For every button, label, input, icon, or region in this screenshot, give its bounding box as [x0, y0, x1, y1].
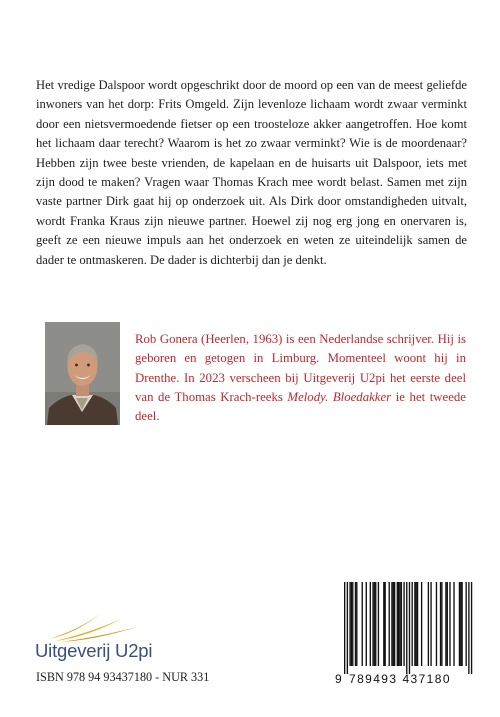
isbn-nur-line: ISBN 978 94 93437180 - NUR 331	[36, 670, 210, 684]
barcode-bar	[362, 582, 363, 666]
barcode-bar	[347, 582, 348, 674]
barcode-bar	[447, 582, 448, 666]
barcode-bar	[372, 582, 373, 666]
barcode-bar	[370, 582, 371, 666]
isbn-barcode	[335, 582, 473, 699]
barcode-bar	[403, 582, 404, 666]
barcode-bar	[378, 582, 379, 666]
barcode-bar	[416, 582, 417, 666]
barcode-bar	[466, 582, 467, 666]
barcode-bar	[352, 582, 353, 666]
barcode-bar	[383, 582, 384, 666]
author-bio-text: Rob Gonera (Heerlen, 1963) is een Nederlandse schrijver. Hij is geboren en getogen in Limburg. Momenteel woont hij in Drenthe. In 2023 verscheen bij Uitgeverij U2pi het eerste deel van de Thomas Krach-reeks	[135, 332, 466, 404]
barcode-group-2: 437180	[402, 672, 451, 686]
back-cover-blurb: Het vredige Dalspoor wordt opgeschrikt door de moord op een van de meest geliefde inwoners van het dorp: Frits Omgeld. Zijn levenloze lichaam wordt zwaar verminkt door een nietsvermoedende fietser op een troosteloze akker aangetroffen. Hoe komt het lichaam daar terecht? Waarom is het zo zwaar verminkt? Wie is de moordenaar? Hebben zijn twee beste vrienden, de kapelaan en de huisarts uit Dalspoor, iets met zijn dood te maken? Vragen waar Thomas Krach mee wordt belast. Samen met zijn vaste partner Dirk gaat hij op onderzoek uit. Als Dirk door omstandigheden uitvalt, wordt Franka Kraus zijn nieuwe partner. Hoewel zij nog erg jong en onervaren is, geeft ze een nieuwe impuls aan het onderzoek en weten ze uiteindelijk samen de dader te ontmaskeren. De dader is dichterbij dan je denkt.	[36, 78, 467, 267]
barcode-digits	[335, 672, 473, 686]
publisher-name: Uitgeverij U2pi	[35, 640, 153, 661]
title-separator: .	[325, 389, 333, 404]
book-title-melody: Melody	[287, 389, 326, 404]
barcode-bar	[453, 582, 454, 666]
author-bio	[135, 330, 466, 426]
barcode-bar	[441, 582, 442, 666]
barcode-bar	[440, 582, 441, 666]
barcode-bar	[397, 582, 398, 666]
feather-wings-logo-icon	[35, 603, 145, 643]
barcode-bar	[471, 582, 472, 674]
barcode-bar	[421, 582, 422, 666]
barcode-bar	[394, 582, 395, 666]
barcode-bar	[417, 582, 418, 666]
book-title-bloedakker: Bloedakker	[332, 389, 392, 404]
author-bio-tail: ie het tweede deel.	[135, 389, 466, 424]
barcode-bar	[412, 582, 413, 666]
publisher-block	[35, 603, 245, 683]
barcode-bar	[349, 582, 350, 666]
barcode-bar	[459, 582, 460, 666]
author-photo	[45, 322, 120, 425]
barcode-bar	[409, 582, 410, 674]
barcode-bar	[351, 582, 352, 666]
barcode-bar	[461, 582, 462, 666]
barcode-bar	[399, 582, 400, 666]
barcode-bar	[468, 582, 469, 674]
barcode-bar	[445, 582, 446, 666]
barcode-bar	[356, 582, 357, 666]
barcode-bar	[385, 582, 386, 666]
barcode-bar	[391, 582, 392, 666]
barcode-bar	[436, 582, 437, 666]
barcode-bar	[375, 582, 376, 666]
barcode-bar	[428, 582, 429, 666]
barcode-bar	[393, 582, 394, 666]
barcode-bar	[449, 582, 450, 666]
barcode-bar	[460, 582, 461, 666]
barcode-bar	[430, 582, 431, 666]
barcode-first-digit: 9	[335, 672, 342, 686]
barcode-bar	[406, 582, 407, 674]
barcode-bar	[374, 582, 375, 666]
barcode-bar	[344, 582, 345, 674]
barcode-group-1: 789493	[349, 672, 398, 686]
barcode-bar	[389, 582, 390, 666]
barcode-bar	[398, 582, 399, 666]
barcode-bar	[355, 582, 356, 666]
barcode-bar	[401, 582, 402, 666]
barcode-bar	[414, 582, 415, 666]
barcode-bar	[366, 582, 367, 666]
barcode-bars-icon	[335, 582, 473, 674]
